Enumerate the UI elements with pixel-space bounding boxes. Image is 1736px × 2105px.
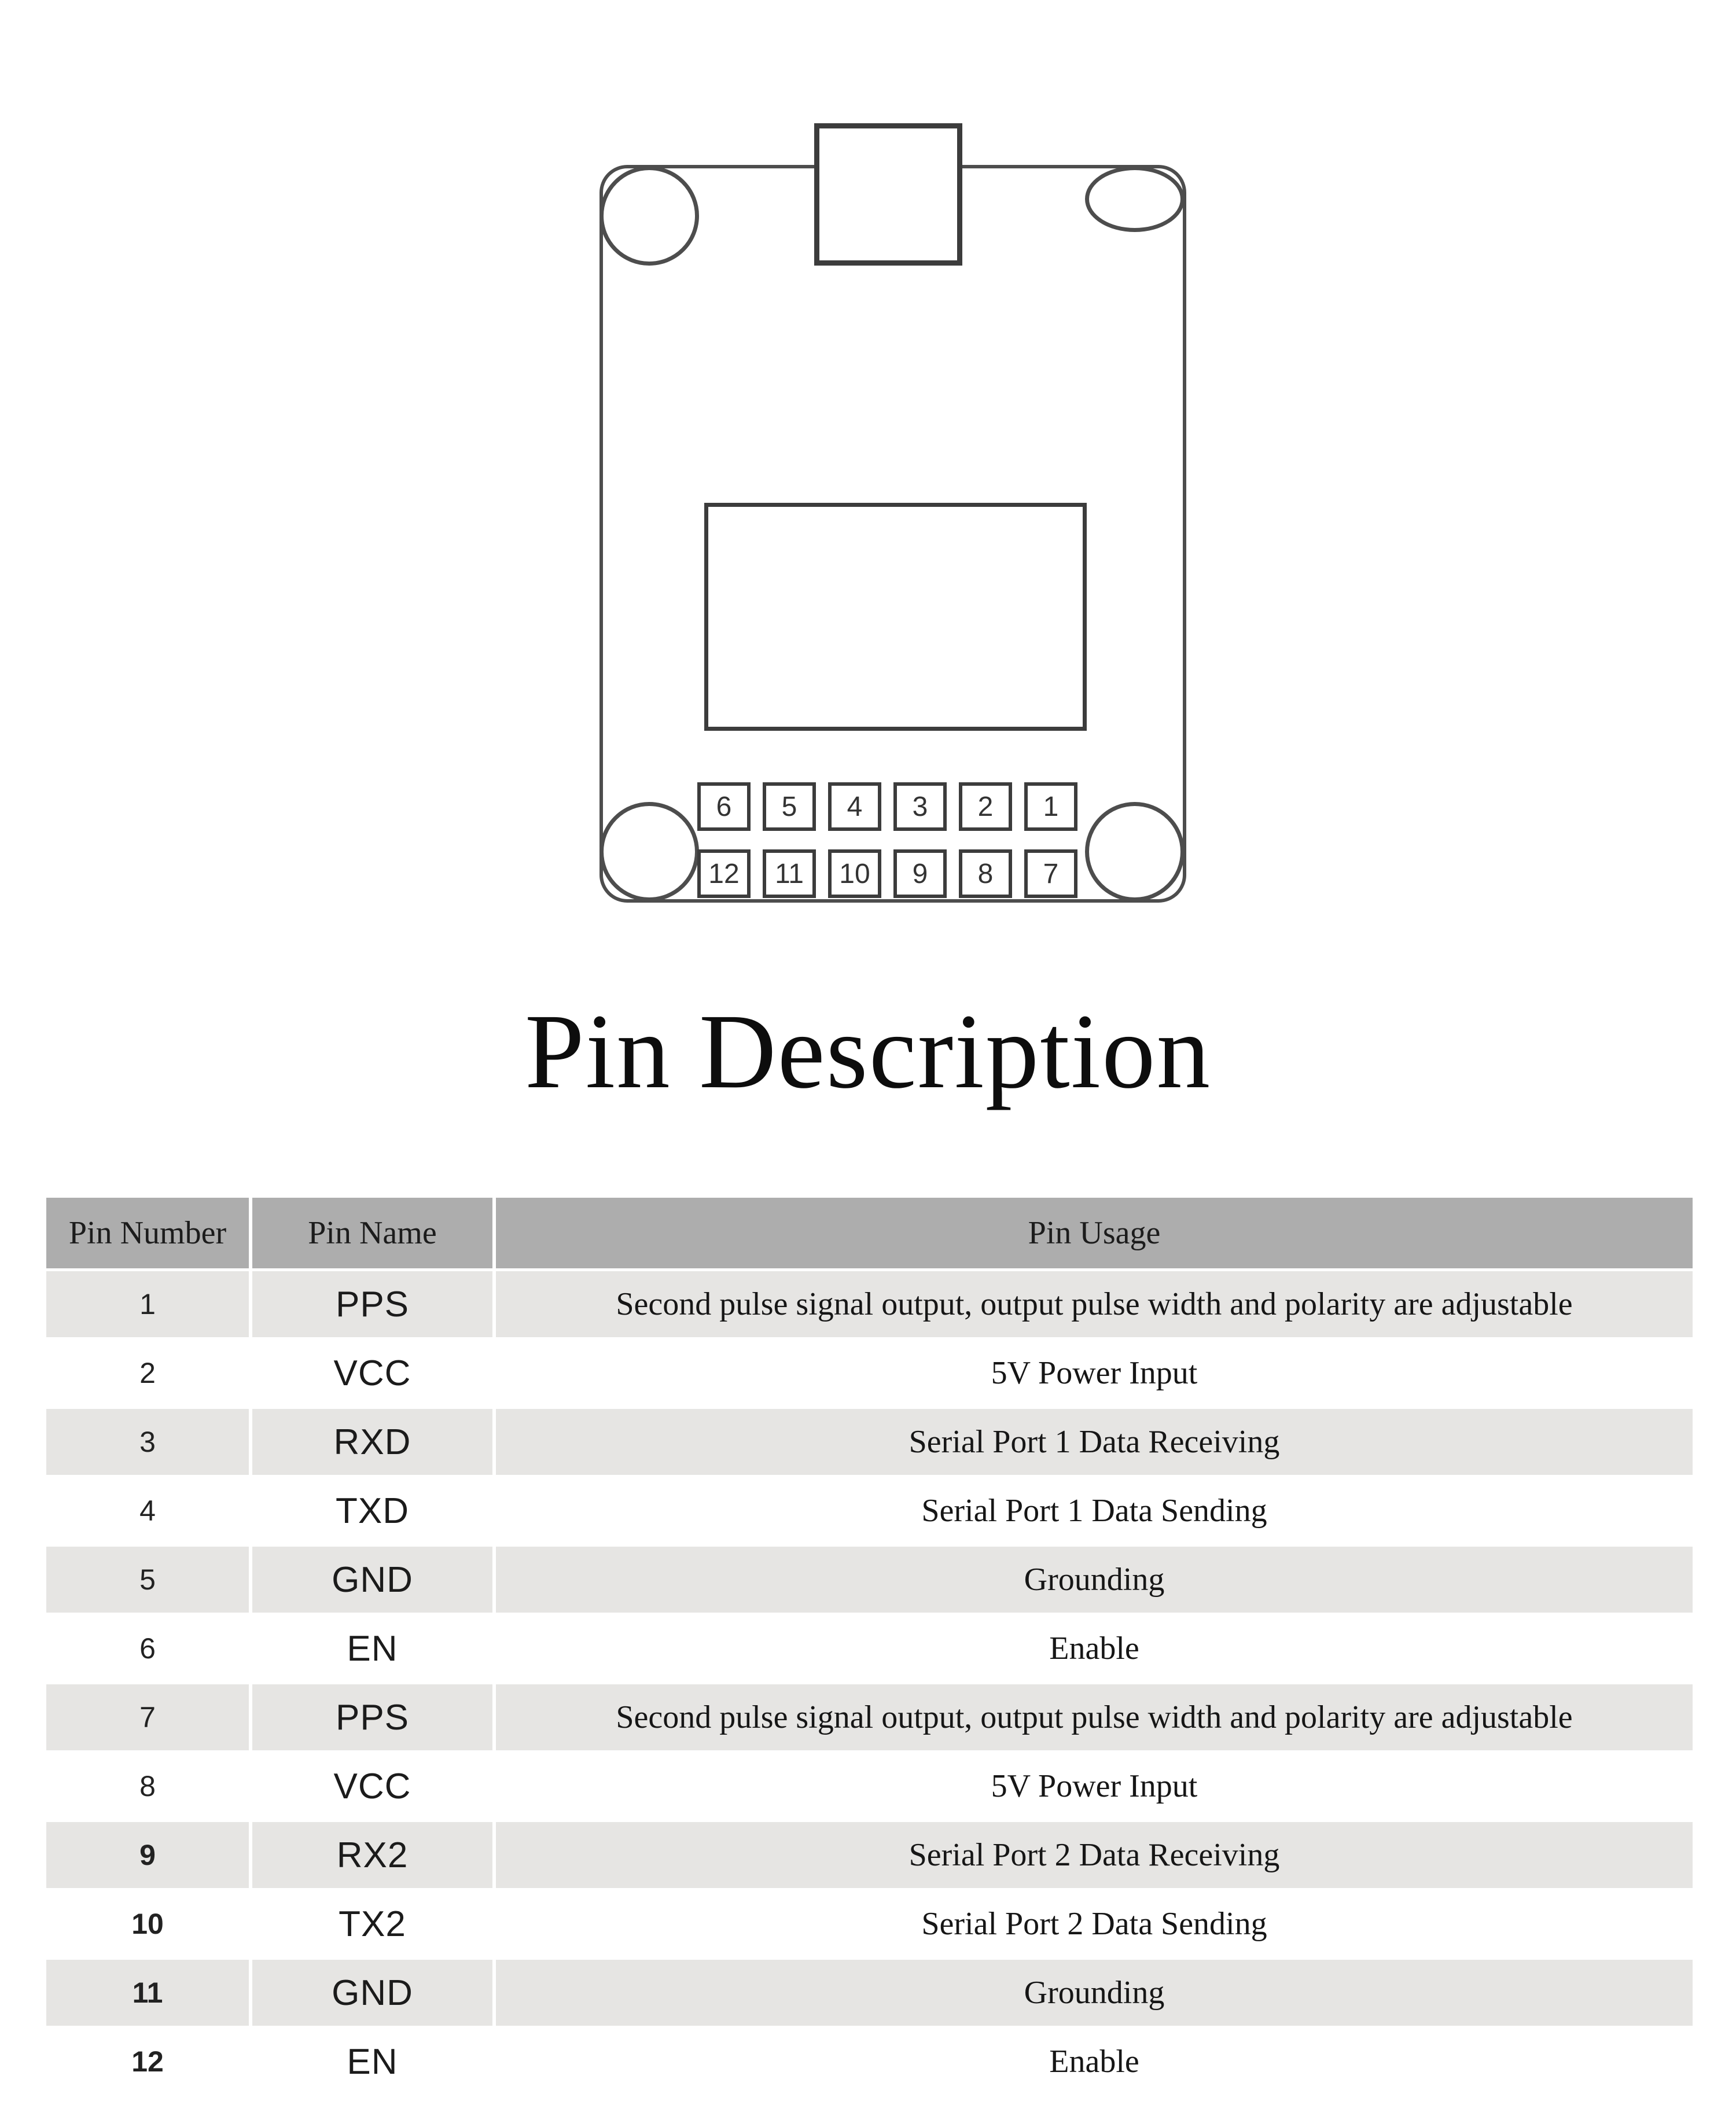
table-row [46,1547,1693,1613]
pin-name: EN [347,1628,398,1669]
header-pin-number [46,1198,249,1268]
table-header-row [46,1198,1693,1268]
pin-usage-cell [496,1822,1693,1888]
table-row [46,1960,1693,2026]
pin-number: 7 [139,1701,156,1734]
pin-pad-4 [828,782,881,831]
table-row [46,1822,1693,1888]
pin-name: RX2 [336,1835,409,1875]
pin-pad-2 [959,782,1012,831]
pin-usage-cell [496,1409,1693,1475]
pin-number: 10 [131,1908,164,1940]
pin-pad-3 [893,782,947,831]
table-row [46,2029,1693,2095]
pin-usage: 5V Power Input [991,1355,1198,1391]
pin-number-cell [46,1753,249,1819]
table-row [46,1615,1693,1681]
pin-name: PPS [335,1697,410,1738]
pin-usage-cell [496,1684,1693,1750]
mounting-hole-top-left [599,166,699,266]
pin-usage-cell [496,1547,1693,1613]
pin-number: 9 [139,1839,156,1871]
pin-name-cell [252,2029,492,2095]
table-row [46,1340,1693,1406]
pin-pad-row-top [697,782,1077,831]
header-label: Pin Number [68,1215,227,1251]
pin-number-cell [46,1615,249,1681]
pin-usage: Enable [1049,1631,1139,1666]
pin-name-cell [252,1822,492,1888]
pin-number: 6 [139,1632,156,1665]
pin-pad-8 [959,849,1012,898]
module-pinout-diagram [0,0,1736,984]
pin-pad-label: 11 [775,858,804,889]
pin-pad-label: 2 [977,791,994,822]
table-row [46,1684,1693,1750]
pin-number-cell [46,1960,249,2026]
pin-pad-label: 4 [847,791,863,822]
mounting-hole-bottom-right [1085,802,1185,901]
pin-pad-label: 12 [708,858,740,889]
pin-usage: Serial Port 2 Data Receiving [909,1837,1280,1873]
pin-number: 8 [139,1770,156,1802]
pin-name-cell [252,1340,492,1406]
pin-number: 1 [139,1288,156,1320]
pin-pad-label: 8 [977,858,994,889]
antenna-connector [814,123,962,266]
table-row [46,1478,1693,1544]
pin-usage: Serial Port 1 Data Sending [921,1493,1267,1529]
pin-usage: Second pulse signal output, output pulse width and polarity are adjustable [616,1699,1573,1735]
pin-description-table [46,1198,1693,2095]
pin-usage: Serial Port 2 Data Sending [921,1906,1267,1942]
pin-pad-11 [763,849,816,898]
pin-pad-6 [697,782,751,831]
pin-usage: Grounding [1024,1562,1165,1598]
pin-number-cell [46,1340,249,1406]
table-row [46,1271,1693,1337]
pin-pad-12 [697,849,751,898]
pin-usage-cell [496,2029,1693,2095]
pin-name: GND [332,1559,413,1600]
pin-name: EN [347,2041,398,2082]
table-row [46,1891,1693,1957]
pin-name-cell [252,1684,492,1750]
pin-pad-label: 3 [912,791,928,822]
pin-name-cell [252,1960,492,2026]
pin-number-cell [46,1409,249,1475]
pin-name: TXD [336,1491,409,1531]
pin-number: 2 [139,1357,156,1389]
pin-usage-cell [496,1960,1693,2026]
pin-pad-label: 7 [1043,858,1059,889]
header-label: Pin Usage [1028,1215,1161,1251]
pin-name-cell [252,1409,492,1475]
pin-number-cell [46,1478,249,1544]
pin-usage: Second pulse signal output, output pulse width and polarity are adjustable [616,1286,1573,1322]
pin-name-cell [252,1547,492,1613]
pin-number-cell [46,1684,249,1750]
pin-name: VCC [333,1766,411,1806]
pin-name: TX2 [339,1904,406,1944]
pin-name-cell [252,1271,492,1337]
header-label: Pin Name [308,1215,437,1251]
pin-number: 3 [139,1426,156,1458]
pin-name-cell [252,1891,492,1957]
pin-pad-1 [1024,782,1077,831]
mounting-hole-top-right [1085,166,1185,232]
header-pin-name [252,1198,492,1268]
pin-pad-label: 10 [839,858,870,889]
page-title: Pin Description [524,992,1212,1111]
pin-usage: Grounding [1024,1975,1165,2011]
pin-name-cell [252,1478,492,1544]
pin-usage: 5V Power Input [991,1768,1198,1804]
pin-number-cell [46,1547,249,1613]
pin-pad-10 [828,849,881,898]
pin-name: GND [332,1972,413,2013]
pin-name: PPS [335,1284,410,1324]
pin-pad-9 [893,849,947,898]
pin-name-cell [252,1615,492,1681]
pin-pad-label: 6 [716,791,732,822]
pin-name: RXD [333,1422,411,1462]
pin-number-cell [46,1822,249,1888]
pin-usage-cell [496,1340,1693,1406]
pin-pad-label: 9 [912,858,928,889]
pin-name: VCC [333,1353,411,1393]
pin-number: 5 [139,1563,156,1596]
pin-usage: Enable [1049,2044,1139,2080]
pin-number: 11 [132,1977,163,2009]
pin-usage-cell [496,1615,1693,1681]
header-pin-usage [496,1198,1693,1268]
pin-pad-label: 1 [1043,791,1059,822]
pin-name-cell [252,1753,492,1819]
pin-usage: Serial Port 1 Data Receiving [909,1424,1280,1460]
pin-usage-cell [496,1271,1693,1337]
table-row [46,1753,1693,1819]
mounting-hole-bottom-left [599,802,699,901]
pin-pad-row-bottom [697,849,1077,898]
pin-pad-7 [1024,849,1077,898]
pin-usage-cell [496,1478,1693,1544]
pin-number-cell [46,1271,249,1337]
pin-number: 12 [131,2045,164,2078]
pin-number-cell [46,1891,249,1957]
pin-pad-5 [763,782,816,831]
pin-number-cell [46,2029,249,2095]
pin-number: 4 [139,1495,156,1527]
pin-pad-label: 5 [781,791,797,822]
table-row [46,1409,1693,1475]
pin-usage-cell [496,1753,1693,1819]
pin-usage-cell [496,1891,1693,1957]
module-component-block [704,503,1087,731]
